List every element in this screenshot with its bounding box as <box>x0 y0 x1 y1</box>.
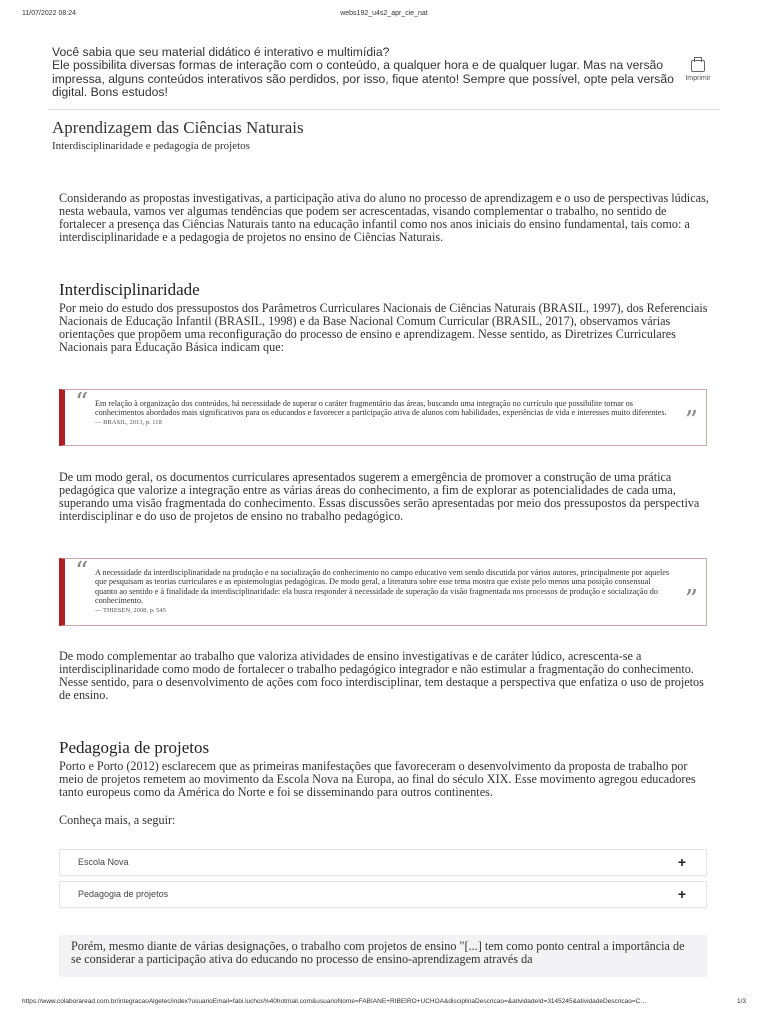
print-button[interactable] <box>676 60 720 82</box>
open-quote-icon: “ <box>75 557 89 587</box>
interdisciplinaridade-paragraph-1: Por meio do estudo dos pressupostos dos Parâmetros Curriculares Nacionais de Ciências Naturais (BRASIL, 1997), dos Referenciais Nacionais de Educação Infantil (BRASIL, 1998) e da Base Nacional Comum Curricular (BRASIL, 2017), observamos várias orientações que propõem uma reconfiguração do processo de ensino e aprendizagem. Nesse sentido, as Diretrizes Curriculares Nacionais para Educação Básica indicam que: <box>59 301 708 355</box>
document-name: webs192_u4s2_apr_cie_nat <box>340 10 428 17</box>
pdf-footer <box>22 998 746 1010</box>
quote-text: A necessidade da interdisciplinaridade na produção e na socialização do conhecimento no campo educativo vem sendo discutida por vários autores, principalmente por aqueles que pesquisam as teorias curriculares e as epistemologias pedagógicas. De modo geral, a literatura sobre esse tema mostra que existe pelo menos uma posição consensual quanto ao sentido e à finalidade da interdisciplinaridade: ela busca responder à necessidade de superação da visão fragmentada nos processos de produção e socialização do conhecimento. <box>95 568 670 606</box>
quote-citation: — BRASIL, 2013, p. 118 <box>95 418 162 426</box>
page-title: Aprendizagem das Ciências Naturais <box>52 118 304 137</box>
open-quote-icon: “ <box>75 388 89 418</box>
pedagogia-paragraph-2: Conheça mais, a seguir: <box>59 813 176 827</box>
intro-paragraph: Considerando as propostas investigativas, a participação ativa do aluno no processo de aprendizagem e o uso de perspectivas lúdicas, nesta webaula, vamos ver algumas tendências que podem ser acrescentadas, visando complementar o trabalho, no sentido de fortalecer a presença das Ciências Naturais tanto na educação infantil como nos anos iniciais do ensino fundamental, tais como: a interdisciplinaridade e a pedagogia de projetos no ensino de Ciências Naturais. <box>59 191 709 245</box>
close-quote-icon: ” <box>684 585 698 615</box>
accordion-pedagogia-de-projetos[interactable] <box>59 881 707 908</box>
print-date: 11/07/2022 08:24 <box>22 10 76 17</box>
section-heading-pedagogia: Pedagogia de projetos <box>59 738 210 757</box>
interdisciplinaridade-paragraph-2: De um modo geral, os documentos curriculares apresentados sugerem a emergência de promover a construção de uma prática pedagógica que valorize a integração entre as várias áreas do conhecimento, a fim de explorar as potencialidades de cada uma, superando uma visão fragmentada do conhecimento. Essas discussões serão apresentadas por meio dos pressupostos da perspectiva interdisciplinar e do uso de projetos de ensino no trabalho pedagógico. <box>59 470 700 524</box>
section-heading-interdisciplinaridade: Interdisciplinaridade <box>59 280 200 299</box>
plus-icon[interactable]: + <box>677 854 686 870</box>
print-label: Imprimir <box>685 75 711 82</box>
accordion-escola-nova[interactable] <box>59 849 707 876</box>
blockquote-thiesen <box>59 558 707 626</box>
accordion-label: Pedagogia de projetos <box>78 889 169 899</box>
page-subtitle: Interdisciplinaridade e pedagogia de projetos <box>52 140 250 152</box>
blockquote-text <box>95 399 672 427</box>
close-quote-icon: ” <box>684 406 698 436</box>
page-url: https://www.colaboraread.com.br/integracaoAlgetec/index?usuarioEmail=fabi.luchos%40hotmail.com&usuarioNome=FABIANE+RIBEIRO+UCHOA&disciplinaDescricao=&atividadeId=3145245&atividadeDescricao=C… <box>22 998 647 1005</box>
pdf-header <box>22 10 746 22</box>
blockquote-text <box>95 568 672 615</box>
page-number: 1/3 <box>736 998 746 1005</box>
plus-icon[interactable]: + <box>677 886 686 902</box>
callout-box <box>59 935 707 977</box>
quote-citation: — THIESEN, 2008, p. 545 <box>95 606 166 614</box>
blockquote-brasil <box>59 389 707 446</box>
notice-line-1: Você sabia que seu material didático é interativo e multimídia? <box>52 45 390 59</box>
printer-icon <box>691 60 705 72</box>
pedagogia-paragraph-1: Porto e Porto (2012) esclarecem que as primeiras manifestações que favoreceram o desenvolvimento da proposta de trabalho por meio de projetos remetem ao movimento da Escola Nova na Europa, ao final do século XIX. Esse movimento agregou educadores tanto europeus como da América do Norte e foi se disseminando para outros continentes. <box>59 759 696 800</box>
interdisciplinaridade-paragraph-3: De modo complementar ao trabalho que valoriza atividades de ensino investigativas e de caráter lúdico, acrescenta-se a interdisciplinaridade como modo de fortalecer o trabalho pedagógico integrador e não estimular a fragmentação do conhecimento. Nesse sentido, para o desenvolvimento de ações com foco interdisciplinar, tem destaque a perspectiva que enfatiza o uso de projetos de ensino. <box>59 649 704 703</box>
notice-line-2: Ele possibilita diversas formas de interação com o conteúdo, a qualquer hora e de qualquer lugar. Mas na versão impressa, alguns conteúdos interativos são perdidos, por isso, fique atento! Sempre que possível, opte pela versão digital. Bons estudos! <box>52 58 674 100</box>
accordion-label: Escola Nova <box>78 857 129 867</box>
divider <box>48 109 720 110</box>
quote-text: Em relação à organização dos conteúdos, há necessidade de superar o caráter fragmentário das áreas, buscando uma integração no currículo que possibilite tornar os conhecimentos abordados mais significativos para os educandos e favorecer a participação ativa de alunos com habilidades, experiências de vida e interesses muito diferentes. <box>95 399 667 418</box>
callout-text: Porém, mesmo diante de várias designações, o trabalho com projetos de ensino "[...] tem como ponto central a importância de se considerar a participação ativa do educando no processo de ensino-aprendizagem através da <box>71 939 685 967</box>
interactive-material-notice <box>52 46 712 100</box>
